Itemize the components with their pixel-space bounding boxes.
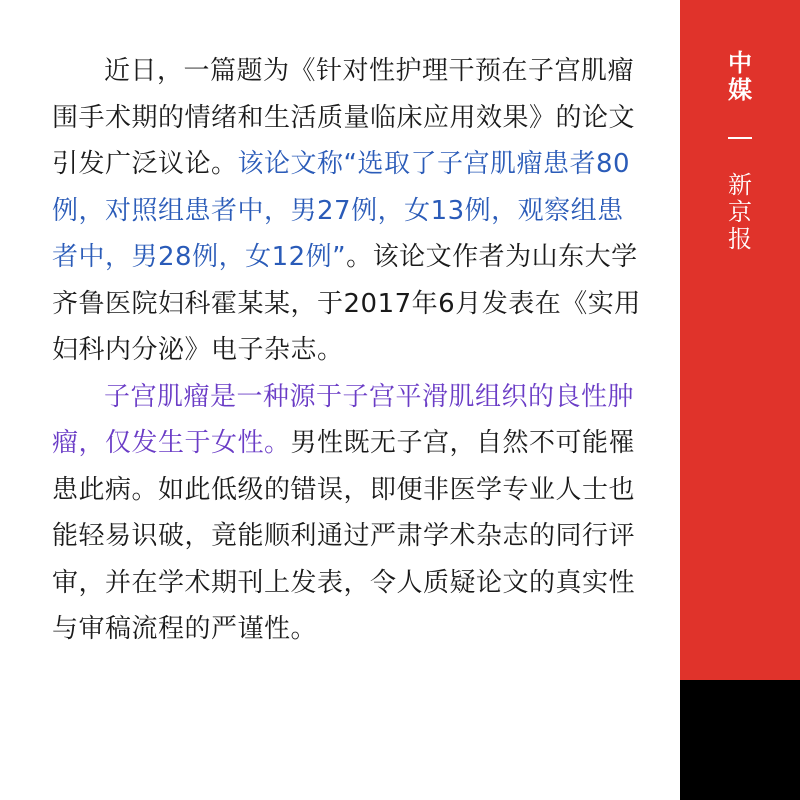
paragraph-2-highlight: 子宫肌瘤是一种源于子宫平滑肌组织的良性肿瘤，仅发生于女性。 [52, 381, 635, 458]
article-body [52, 48, 642, 653]
brand-label-xinjingbao [680, 172, 800, 253]
article-paragraph-2 [52, 374, 642, 653]
brand-top-char: 中 [728, 49, 752, 77]
paragraph-1-intro: 近日，一篇题为《针对性护理干预在子宫肌瘤围手术期的情绪和生活质量临床应用效果》的论文引发广泛议论。 [52, 56, 636, 179]
footer-logo-block [680, 680, 800, 800]
circle-logo-icon [40, 720, 80, 760]
brand-divider [728, 137, 752, 139]
brand-label-zhongmei [680, 50, 800, 104]
brand-sidebar [680, 0, 800, 680]
brand-bottom-char: 新 [728, 171, 752, 199]
paragraph-2-text: 男性既无子宫，自然不可能罹患此病。如此低级的错误，即便非医学专业人士也能轻易识破，竟能顺利通过严肃学术杂志的同行评审，并在学术期刊上发表，令人质疑论文的真实性与审稿流程的严谨性。 [52, 428, 636, 644]
paragraph-1-details: 。该论文作者为山东大学齐鲁医院妇科霍某某，于2017年6月发表在《实用妇科内分泌》电子杂志。 [52, 242, 641, 365]
brand-bottom-char: 京 [728, 198, 752, 226]
brand-bottom-char: 报 [728, 225, 752, 253]
brand-top-char: 媒 [728, 76, 752, 104]
article-paragraph-1 [52, 48, 642, 374]
paragraph-1-quote-highlight: 该论文称“选取了子宫肌瘤患者80例，对照组患者中，男27例，女13例，观察组患者中，男28例，女12例” [52, 149, 631, 272]
